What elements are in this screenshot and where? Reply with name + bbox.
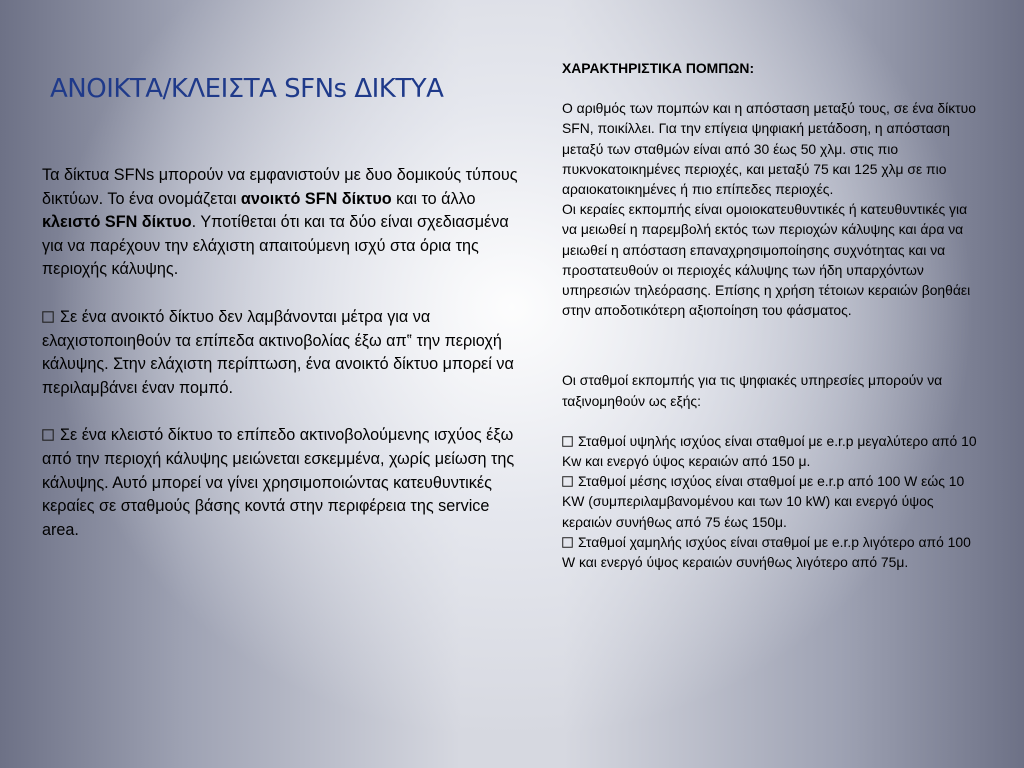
high-power-item (562, 431, 982, 471)
box-bullet-icon (42, 429, 54, 441)
classification-paragraph: Οι σταθμοί εκπομπής για τις ψηφιακές υπηρεσίες μπορούν να ταξινομηθούν ως εξής: (562, 372, 943, 409)
open-network-paragraph (42, 306, 520, 400)
transmitters-heading (562, 58, 982, 78)
right-text-column (562, 58, 982, 572)
high-power-text: Σταθμοί υψηλής ισχύος είναι σταθμοί με e.r.p μεγαλύτερο από 10 Kw και ενεργό ύψος κεραιών από 150 μ. (562, 432, 977, 470)
left-text-column (42, 164, 520, 566)
antenna-paragraph: Οι κεραίες εκπομπής είναι ομοιοκατευθυντικές ή κατευθυντικές για να μειωθεί η παρεμβολή εκτός των περιοχών κάλυψης και άρα να μειωθεί η απόσταση επαναχρησιμοποίησης συχνότητας και να προστατευθούν οι περιοχές κάλυψης των ήδη υπαρχόντων υπηρεσιών τηλεόρασης. Επίσης η χρήση τέτοιων κεραιών βοηθάει στην αποδοτικότερη αξιοποίηση του φάσματος. (562, 201, 971, 319)
open-network-text: Σε ένα ανοικτό δίκτυο δεν λαμβάνονται μέτρα για να ελαχιστοποιηθούν τα επίπεδα ακτινοβολίας έξω απ‟ την περιοχή κάλυψης. Στην ελάχιστη περίπτωση, ένα ανοικτό δίκτυο μπορεί να περιλαμβάνει έναν πομπό. (42, 307, 514, 397)
box-bullet-icon (562, 436, 573, 447)
low-power-item (562, 532, 982, 572)
box-bullet-icon (42, 311, 54, 323)
transmitter-distance-paragraph: Ο αριθμός των πομπών και η απόσταση μεταξύ τους, σε ένα δίκτυο SFN, ποικίλλει. Για την επίγεια ψηφιακή μετάδοση, η απόσταση μεταξύ των σταθμών είναι από 30 έως 50 χλμ. στις πιο πυκνοκατοικημένες περιοχές, και μεταξύ 75 και 125 χλμ σε πιο αραιοκατοικημένες ή πιο επίπεδες περιοχές. (562, 100, 976, 198)
box-bullet-icon (562, 537, 573, 548)
closed-network-paragraph (42, 424, 520, 542)
intro-text-join: και το άλλο (391, 189, 476, 208)
intro-paragraph (42, 164, 520, 282)
open-sfn-term: ανοικτό SFN δίκτυο (240, 189, 392, 208)
medium-power-item (562, 471, 982, 532)
slide-title: ΑΝΟΙΚΤΑ/ΚΛΕΙΣΤΑ SFNs ΔΙΚΤΥΑ (50, 74, 444, 104)
transmitters-heading-text: ΧΑΡΑΚΤΗΡΙΣΤΙΚΑ ΠΟΜΠΩΝ: (562, 60, 755, 76)
intro-text-end: . Υποτίθεται ότι και τα δύο είναι σχεδιασμένα για να παρέχουν την ελάχιστη απαιτούμενη ισχύ στα όρια της περιοχής κάλυψης. (42, 213, 509, 279)
low-power-text: Σταθμοί χαμηλής ισχύος είναι σταθμοί με e.r.p λιγότερο από 100 W και ενεργό ύψος κεραιών συνήθως λιγότερο από 75μ. (562, 533, 971, 571)
closed-network-text: Σε ένα κλειστό δίκτυο το επίπεδο ακτινοβολούμενης ισχύος έξω από την περιοχή κάλυψης μειώνεται εσκεμμένα, χωρίς μείωση της κάλυψης. Αυτό μπορεί να γίνει χρησιμοποιώντας κατευθυντικές κεραίες σε σταθμούς βάσης κοντά στην περιφέρεια της service area. (42, 426, 515, 539)
intro-text: Τα δίκτυα SFNs μπορούν να εμφανιστούν με δυο δομικούς τύπους δικτύων. Το ένα ονομάζεται (42, 166, 518, 208)
closed-sfn-term: κλειστό SFN δίκτυο (42, 213, 192, 232)
medium-power-text: Σταθμοί μέσης ισχύος είναι σταθμοί με e.r.p από 100 W εώς 10 KW (συμπεριλαμβανομένου και των 10 kW) και ενεργό ύψος κεραιών συνήθως από 75 έως 150μ. (562, 473, 965, 530)
box-bullet-icon (562, 476, 573, 487)
